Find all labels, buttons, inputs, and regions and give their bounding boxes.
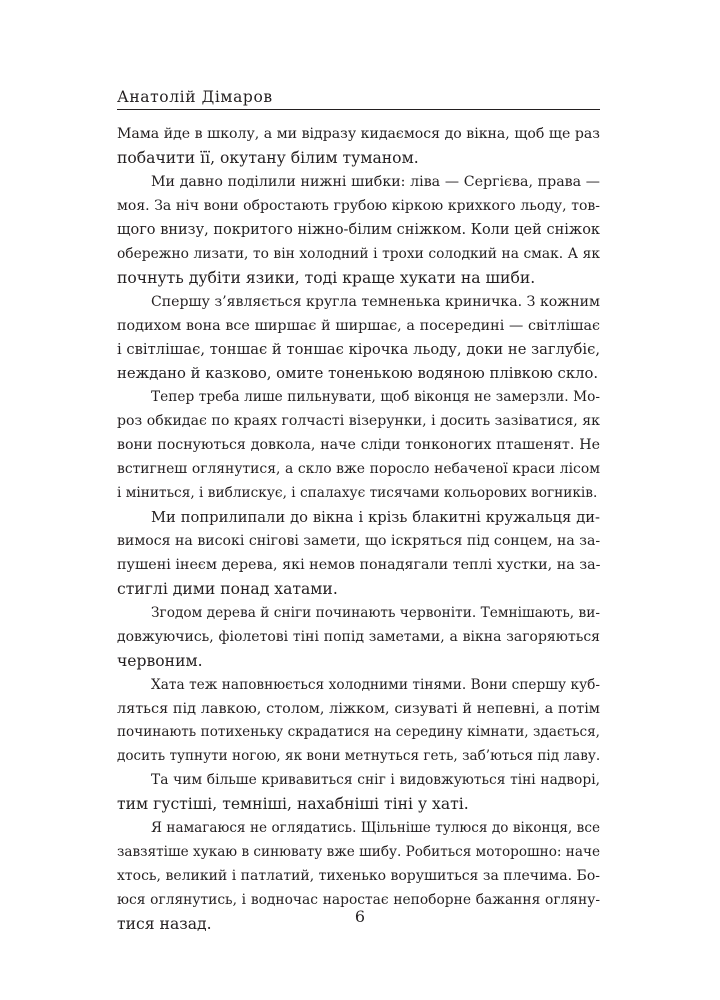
text-line: тим густіші, темніші, нахабніші тіні у хаті. (117, 795, 469, 814)
text-line: Та чим більше кривавиться сніг і видовжуються тіні надворі, (151, 772, 600, 789)
paragraph (117, 769, 600, 817)
page-number: 6 (354, 907, 366, 926)
text-line: Хата теж наповнюється холодними тінями. Вони спершу куб- (151, 676, 600, 693)
paragraph (117, 291, 600, 387)
text-line: хтось, великий і патлатий, тихенько ворушиться за плечима. Бо- (117, 868, 600, 885)
text-line: Спершу з’являється кругла темненька криничка. З кожним (151, 293, 600, 310)
text-line: і світлішає, тоншає й тоншає кірочка льоду, доки не заглубіє, (117, 341, 600, 359)
text-line: Згодом дерева й сніги починають червоніти. Темнішають, ви- (151, 604, 600, 621)
text-line: тися назад. (117, 914, 212, 933)
text-line: Ми поприлипали до вікна і крізь блакитні кружальця ди- (151, 509, 600, 526)
text-line: вимося на високі снігові замети, що іскряться під сонцем, на за- (117, 532, 601, 549)
text-line: довжуючись, фіолетові тіні попід заметами, а вікна загоряються (117, 628, 600, 645)
text-line: встигнеш оглянутися, а скло вже поросло небаченої краси лісом (117, 461, 600, 478)
text-line: почнуть дубіти язики, тоді краще хукати на шиби. (117, 268, 536, 287)
text-line: роз обкидає по краях голчасті візерунки, і досить зазіватися, як (117, 413, 600, 430)
header-rule (117, 109, 600, 110)
text-line: моя. За ніч вони обростають грубою кіркою крихкого льоду, тов- (117, 197, 600, 214)
paragraph (117, 123, 600, 171)
text-line: і міниться, і виблискує, і спалахує тисячами кольорових вогників. (117, 485, 598, 502)
text-line: юся оглянутись, і водночас наростає непоборне бажання огляну- (117, 892, 600, 908)
text-line: ляться під лавкою, столом, ліжком, сизуваті й непевні, а потім (117, 700, 600, 717)
text-line: Мама йде в школу, а ми відразу кидаємося до вікна, щоб ще раз (117, 126, 600, 142)
text-line: подихом вона все ширшає й ширшає, а посередині — світлішає (117, 317, 600, 334)
text-line: обережно лизати, то він холодний і трохи солодкий на смак. А як (117, 245, 600, 262)
text-line: щого внизу, покритого ніжно-білим сніжком. Коли цей сніжок (117, 221, 600, 238)
text-line: Я намагаюся не оглядатись. Щільніше тулюся до віконця, все (151, 820, 600, 837)
running-head (117, 84, 600, 114)
paragraph (117, 386, 600, 506)
text-line: Тепер треба лише пильнувати, щоб віконця не замерзли. Мо- (151, 389, 600, 406)
text-line: побачити її, окутану білим туманом. (117, 148, 419, 167)
text-line: досить тупнути ногою, як вони метнуться геть, заб’ються під лаву. (117, 748, 601, 765)
text-line: червоним. (117, 651, 203, 670)
paragraph (117, 171, 600, 291)
text-line: починають потихеньку скрадатися на середину кімнати, здається, (117, 724, 600, 741)
text-line: Ми давно поділили нижні шибки: ліва — Сергієва, права — (151, 173, 600, 190)
text-line: завзятіше хукаю в синювату вже шибу. Робиться моторошно: наче (117, 844, 600, 861)
text-line: стиглі дими понад хатами. (117, 579, 338, 598)
paragraph (117, 602, 600, 674)
paragraph (117, 506, 600, 602)
author-name: Анатолій Дімаров (117, 88, 273, 106)
body-text (117, 123, 600, 937)
text-line: неждано й казково, омите тоненькою водяною плівкою скло. (117, 365, 599, 383)
text-line: вони поснуються довкола, наче сліди тонконогих пташенят. Не (117, 437, 600, 454)
paragraph (117, 674, 600, 770)
text-line: пушені інеєм дерева, які немов понадягали теплі хустки, на за- (117, 556, 601, 573)
